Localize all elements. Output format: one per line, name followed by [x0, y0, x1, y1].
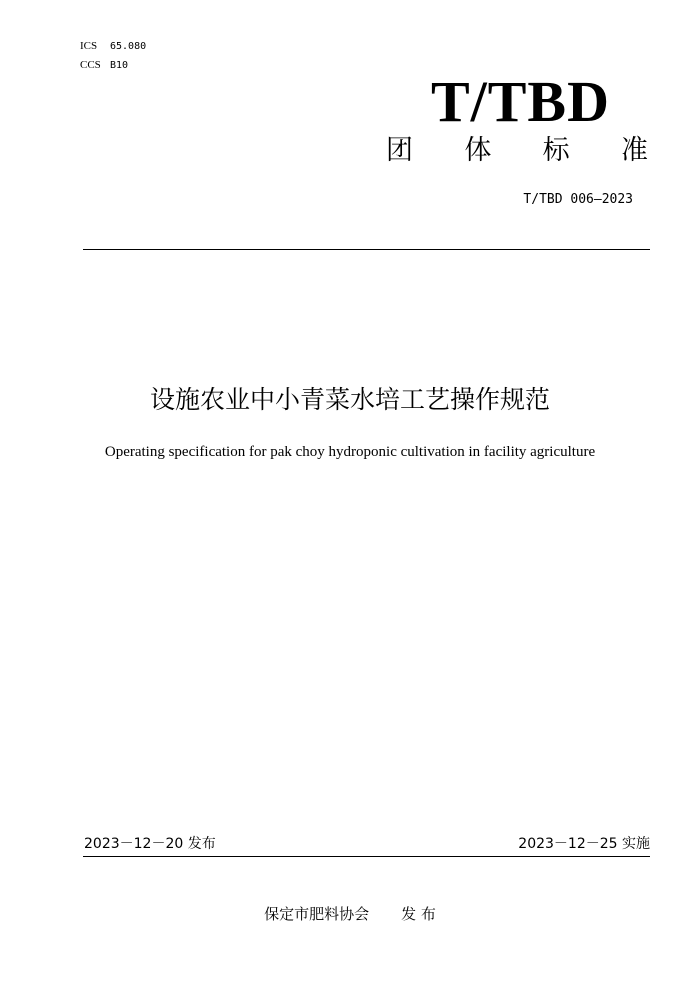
- standard-type: [386, 133, 648, 169]
- document-title-english: Operating specification for pak choy hydroponic cultivation in facility agriculture: [104, 444, 596, 460]
- standard-type-char: 标: [542, 135, 570, 166]
- header-divider: [83, 249, 650, 250]
- ics-value: 65.080: [110, 41, 147, 52]
- ics-classification: [80, 34, 146, 53]
- standard-type-char: 准: [620, 135, 648, 166]
- ccs-label: CCS: [80, 59, 101, 71]
- footer-divider: [83, 856, 650, 857]
- ccs-classification: [80, 53, 128, 72]
- organization-logo: T/TBD: [430, 69, 610, 134]
- implementation-date: 2023－12－25 实施: [518, 836, 650, 852]
- ccs-value: B10: [110, 60, 129, 71]
- publisher-action: 发 布: [401, 905, 436, 923]
- document-title-chinese: 设施农业中小青菜水培工艺操作规范: [149, 385, 550, 414]
- issue-date: 2023－12－20 发布: [84, 836, 216, 852]
- publisher-name: 保定市肥料协会: [264, 905, 370, 923]
- ics-label: ICS: [80, 40, 98, 52]
- publisher-line: [0, 904, 700, 924]
- standard-number: T/TBD 006—2023: [523, 192, 633, 207]
- standard-type-char: 团: [386, 135, 413, 166]
- standard-type-char: 体: [464, 135, 492, 166]
